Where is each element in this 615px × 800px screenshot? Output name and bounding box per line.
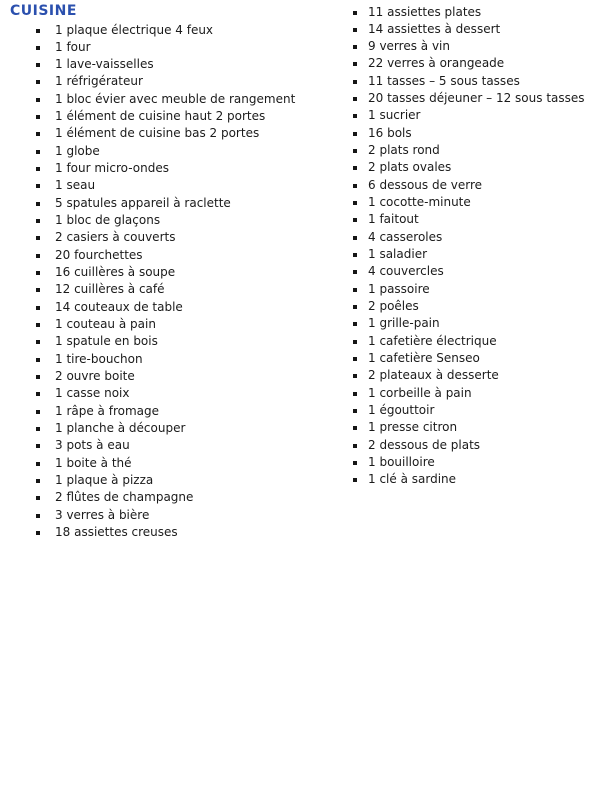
square-bullet-icon xyxy=(352,21,368,38)
item-label: 1 casse noix xyxy=(55,386,130,401)
square-bullet-icon xyxy=(352,454,368,471)
list-item xyxy=(0,177,295,194)
square-bullet-icon xyxy=(35,73,55,90)
square-bullet-icon xyxy=(352,437,368,454)
item-label: 1 four xyxy=(55,39,91,54)
square-bullet-icon xyxy=(35,91,55,108)
square-bullet-icon xyxy=(352,333,368,350)
list-item xyxy=(0,368,295,385)
list-item xyxy=(352,437,585,454)
item-label: 1 cafetière Senseo xyxy=(368,351,480,366)
item-label: 1 seau xyxy=(55,178,96,193)
item-label: 3 verres à bière xyxy=(55,507,150,522)
square-bullet-icon xyxy=(352,419,368,436)
item-label: 1 bloc de glaçons xyxy=(55,213,161,228)
square-bullet-icon xyxy=(352,298,368,315)
square-bullet-icon xyxy=(352,229,368,246)
item-label: 6 dessous de verre xyxy=(368,177,483,192)
item-label: 1 presse citron xyxy=(368,420,458,435)
item-label: 1 réfrigérateur xyxy=(55,74,143,89)
list-item xyxy=(0,299,295,316)
list-item xyxy=(352,211,585,228)
square-bullet-icon xyxy=(352,350,368,367)
square-bullet-icon xyxy=(352,385,368,402)
list-item xyxy=(0,22,295,39)
item-label: 1 grille-pain xyxy=(368,316,440,331)
list-item xyxy=(352,38,585,55)
list-item xyxy=(0,489,295,506)
square-bullet-icon xyxy=(35,108,55,125)
square-bullet-icon xyxy=(352,38,368,55)
square-bullet-icon xyxy=(35,524,55,541)
square-bullet-icon xyxy=(35,143,55,160)
item-label: 2 plats ovales xyxy=(368,160,452,175)
item-label: 16 bols xyxy=(368,125,412,140)
list-item xyxy=(0,420,295,437)
square-bullet-icon xyxy=(352,367,368,384)
item-label: 2 dessous de plats xyxy=(368,437,481,452)
item-label: 4 casseroles xyxy=(368,229,443,244)
item-label: 2 plats rond xyxy=(368,143,440,158)
item-label: 18 assiettes creuses xyxy=(55,525,178,540)
square-bullet-icon xyxy=(352,159,368,176)
list-item xyxy=(352,4,585,21)
square-bullet-icon xyxy=(352,90,368,107)
square-bullet-icon xyxy=(35,39,55,56)
square-bullet-icon xyxy=(35,333,55,350)
list-item xyxy=(0,351,295,368)
item-label: 2 poêles xyxy=(368,299,419,314)
list-item xyxy=(0,264,295,281)
list-item xyxy=(352,367,585,384)
square-bullet-icon xyxy=(35,489,55,506)
item-label: 1 cocotte-minute xyxy=(368,195,471,210)
list-item xyxy=(0,403,295,420)
square-bullet-icon xyxy=(35,368,55,385)
square-bullet-icon xyxy=(352,315,368,332)
list-item xyxy=(0,316,295,333)
square-bullet-icon xyxy=(35,472,55,489)
item-label: 14 assiettes à dessert xyxy=(368,21,501,36)
square-bullet-icon xyxy=(35,177,55,194)
item-label: 22 verres à orangeade xyxy=(368,56,505,71)
list-item xyxy=(0,212,295,229)
list-item xyxy=(0,125,295,142)
list-item xyxy=(0,281,295,298)
square-bullet-icon xyxy=(35,420,55,437)
square-bullet-icon xyxy=(352,142,368,159)
list-item xyxy=(0,91,295,108)
item-label: 1 plaque à pizza xyxy=(55,473,154,488)
list-item xyxy=(0,73,295,90)
list-item xyxy=(352,90,585,107)
list-item xyxy=(0,108,295,125)
list-item xyxy=(352,73,585,90)
item-label: 2 flûtes de champagne xyxy=(55,490,194,505)
square-bullet-icon xyxy=(35,160,55,177)
item-label: 2 plateaux à desserte xyxy=(368,368,499,383)
item-label: 1 faitout xyxy=(368,212,419,227)
list-item xyxy=(352,177,585,194)
list-item xyxy=(0,195,295,212)
list-item xyxy=(352,350,585,367)
list-item xyxy=(352,281,585,298)
list-item xyxy=(352,125,585,142)
list-item xyxy=(0,160,295,177)
item-label: 1 bouilloire xyxy=(368,455,435,470)
square-bullet-icon xyxy=(35,56,55,73)
list-item xyxy=(352,385,585,402)
square-bullet-icon xyxy=(35,229,55,246)
page-title: CUISINE xyxy=(10,3,77,19)
item-label: 2 casiers à couverts xyxy=(55,230,176,245)
square-bullet-icon xyxy=(35,455,55,472)
item-label: 3 pots à eau xyxy=(55,438,130,453)
item-label: 1 passoire xyxy=(368,281,430,296)
square-bullet-icon xyxy=(35,316,55,333)
list-item xyxy=(352,107,585,124)
item-label: 5 spatules appareil à raclette xyxy=(55,195,231,210)
item-label: 1 lave-vaisselles xyxy=(55,57,154,72)
item-label: 1 spatule en bois xyxy=(55,334,158,349)
kitchen-list-right xyxy=(352,4,585,489)
list-item xyxy=(352,402,585,419)
list-item xyxy=(352,315,585,332)
item-label: 14 couteaux de table xyxy=(55,299,183,314)
item-label: 1 planche à découper xyxy=(55,421,186,436)
square-bullet-icon xyxy=(35,264,55,281)
list-item xyxy=(0,39,295,56)
list-item xyxy=(0,455,295,472)
square-bullet-icon xyxy=(35,351,55,368)
item-label: 9 verres à vin xyxy=(368,39,450,54)
item-label: 11 tasses – 5 sous tasses xyxy=(368,73,520,88)
square-bullet-icon xyxy=(352,4,368,21)
list-item xyxy=(0,507,295,524)
square-bullet-icon xyxy=(352,194,368,211)
square-bullet-icon xyxy=(352,246,368,263)
item-label: 1 globe xyxy=(55,143,100,158)
item-label: 1 élément de cuisine haut 2 portes xyxy=(55,109,266,124)
square-bullet-icon xyxy=(35,125,55,142)
list-item xyxy=(352,159,585,176)
square-bullet-icon xyxy=(352,281,368,298)
item-label: 1 sucrier xyxy=(368,108,421,123)
square-bullet-icon xyxy=(352,211,368,228)
square-bullet-icon xyxy=(352,107,368,124)
list-item xyxy=(352,246,585,263)
list-item xyxy=(0,472,295,489)
item-label: 1 égouttoir xyxy=(368,403,435,418)
item-label: 1 tire-bouchon xyxy=(55,351,143,366)
item-label: 1 four micro-ondes xyxy=(55,161,169,176)
square-bullet-icon xyxy=(35,22,55,39)
list-item xyxy=(0,229,295,246)
item-label: 1 corbeille à pain xyxy=(368,385,472,400)
list-item xyxy=(352,471,585,488)
item-label: 1 boite à thé xyxy=(55,455,132,470)
square-bullet-icon xyxy=(352,402,368,419)
item-label: 4 couvercles xyxy=(368,264,444,279)
square-bullet-icon xyxy=(35,507,55,524)
list-item xyxy=(352,298,585,315)
list-item xyxy=(352,55,585,72)
item-label: 1 clé à sardine xyxy=(368,472,457,487)
list-item xyxy=(352,142,585,159)
square-bullet-icon xyxy=(352,55,368,72)
square-bullet-icon xyxy=(35,247,55,264)
list-item xyxy=(352,194,585,211)
item-label: 2 ouvre boite xyxy=(55,369,135,384)
item-label: 1 bloc évier avec meuble de rangement xyxy=(55,91,296,106)
square-bullet-icon xyxy=(352,177,368,194)
item-label: 1 couteau à pain xyxy=(55,317,156,332)
item-label: 12 cuillères à café xyxy=(55,282,165,297)
list-item xyxy=(0,385,295,402)
square-bullet-icon xyxy=(352,125,368,142)
list-item xyxy=(352,263,585,280)
square-bullet-icon xyxy=(352,263,368,280)
list-item xyxy=(0,437,295,454)
list-item xyxy=(0,143,295,160)
square-bullet-icon xyxy=(35,281,55,298)
list-item xyxy=(352,454,585,471)
item-label: 1 élément de cuisine bas 2 portes xyxy=(55,126,260,141)
item-label: 1 cafetière électrique xyxy=(368,333,497,348)
item-label: 16 cuillères à soupe xyxy=(55,265,176,280)
square-bullet-icon xyxy=(35,385,55,402)
list-item xyxy=(0,247,295,264)
square-bullet-icon xyxy=(352,73,368,90)
list-item xyxy=(352,333,585,350)
list-item xyxy=(352,21,585,38)
square-bullet-icon xyxy=(35,195,55,212)
square-bullet-icon xyxy=(35,403,55,420)
item-label: 20 tasses déjeuner – 12 sous tasses xyxy=(368,91,585,106)
item-label: 1 saladier xyxy=(368,247,428,262)
list-item xyxy=(352,229,585,246)
square-bullet-icon xyxy=(352,471,368,488)
list-item xyxy=(352,419,585,436)
item-label: 1 plaque électrique 4 feux xyxy=(55,22,214,37)
item-label: 11 assiettes plates xyxy=(368,4,482,19)
list-item xyxy=(0,56,295,73)
square-bullet-icon xyxy=(35,212,55,229)
kitchen-list-left xyxy=(0,22,295,542)
item-label: 1 râpe à fromage xyxy=(55,403,159,418)
item-label: 20 fourchettes xyxy=(55,247,143,262)
square-bullet-icon xyxy=(35,299,55,316)
list-item xyxy=(0,333,295,350)
list-item xyxy=(0,524,295,541)
square-bullet-icon xyxy=(35,437,55,454)
